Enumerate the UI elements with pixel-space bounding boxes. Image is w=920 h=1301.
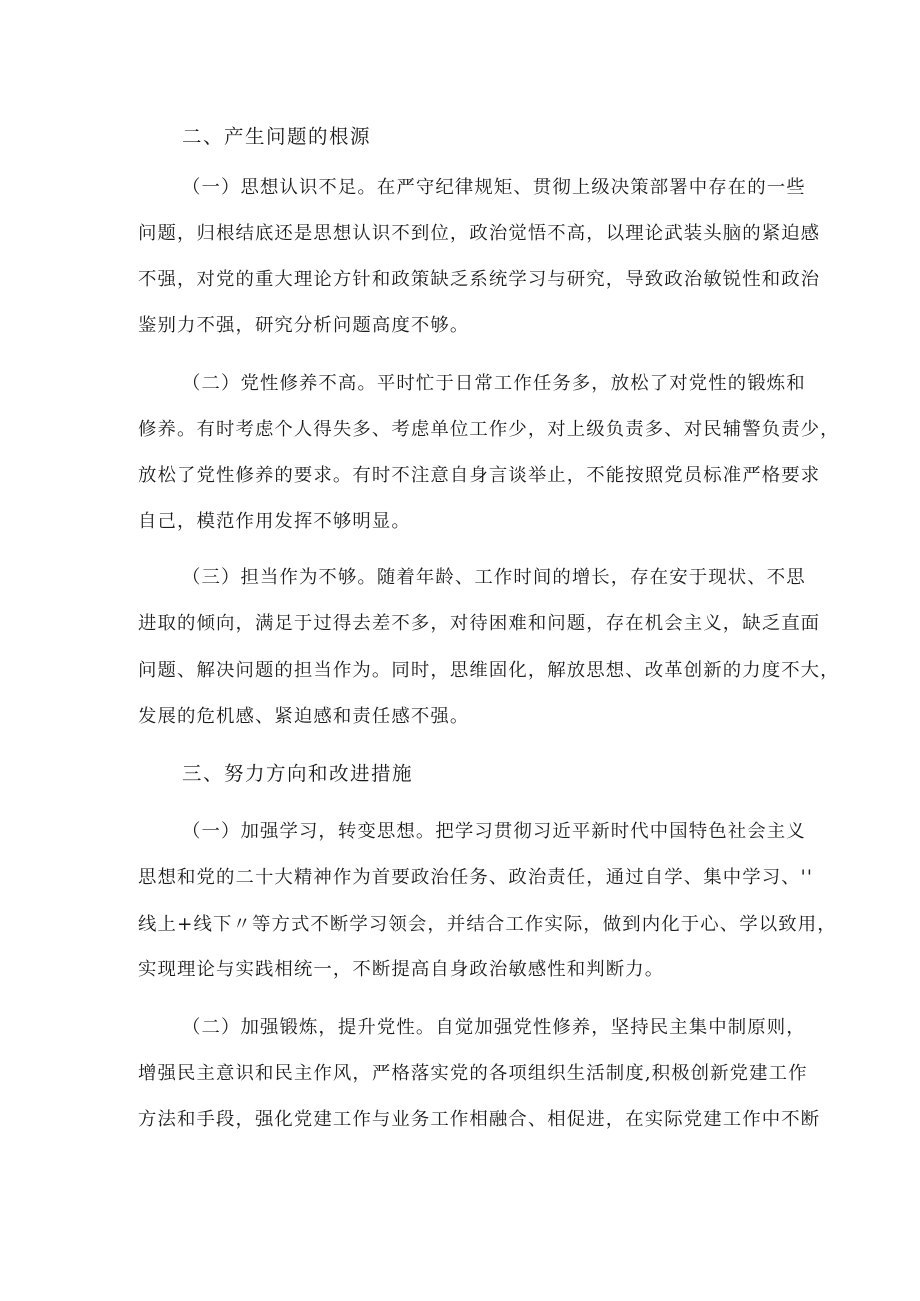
paragraph-line: 修养。有时考虑个人得失多、考虑单位工作少，对上级负责多、对民辅警负责少， [138,419,840,440]
paragraph-line: 自己，模范作用发挥不够明显。 [138,511,411,532]
paragraph-line: 线上+线下〃等方式不断学习领会，并结合工作实际，做到内化于心、学以致用， [138,914,837,935]
paragraph-line: （二）加强锻炼，提升党性。自觉加强党性修养，坚持民主集中制原则， [182,1017,806,1038]
paragraph-line: 鉴别力不强，研究分析问题高度不够。 [138,315,470,336]
paragraph-line: 放松了党性修养的要求。有时不注意自身言谈举止，不能按照党员标准严格要求 [138,465,821,486]
paragraph-line: 方法和手段，强化党建工作与业务工作相融合、相促进，在实际党建工作中不断 [138,1109,821,1130]
paragraph-line: 思想和党的二十大精神作为首要政治任务、政治责任，通过自学、集中学习、'' [138,867,813,888]
paragraph-line: （一）加强学习，转变思想。把学习贯彻习近平新时代中国特色社会主义 [182,821,806,842]
paragraph-line: 不强，对党的重大理论方针和政策缺乏系统学习与研究，导致政治敏锐性和政治 [138,269,821,290]
paragraph-line: 问题、解决问题的担当作为。同时，思维固化，解放思想、改革创新的力度不大， [138,660,840,681]
section-heading-improvement-measures: 三、努力方向和改进措施 [182,762,414,785]
paragraph-line: 实现理论与实践相统一，不断提高自身政治敏感性和判断力。 [138,959,665,980]
paragraph-line: 进取的倾向，满足于过得去差不多，对待困难和问题，存在机会主义，缺乏直面 [138,613,821,634]
section-heading-root-causes: 二、产生问题的根源 [182,125,372,148]
paragraph-line: 增强民主意识和民主作风，严格落实党的各项组织生活制度,积极创新党建工作 [138,1063,808,1084]
paragraph-line: 发展的危机感、紧迫感和责任感不强。 [138,706,470,727]
paragraph-line: 问题，归根结底还是思想认识不到位，政治觉悟不高，以理论武装头脑的紧迫感 [138,223,821,244]
paragraph-line: （一）思想认识不足。在严守纪律规矩、贯彻上级决策部署中存在的一些 [182,177,806,198]
paragraph-line: （三）担当作为不够。随着年龄、工作时间的增长，存在安于现状、不思 [182,567,806,588]
paragraph-line: （二）党性修养不高。平时忙于日常工作任务多，放松了对党性的锻炼和 [182,373,806,394]
